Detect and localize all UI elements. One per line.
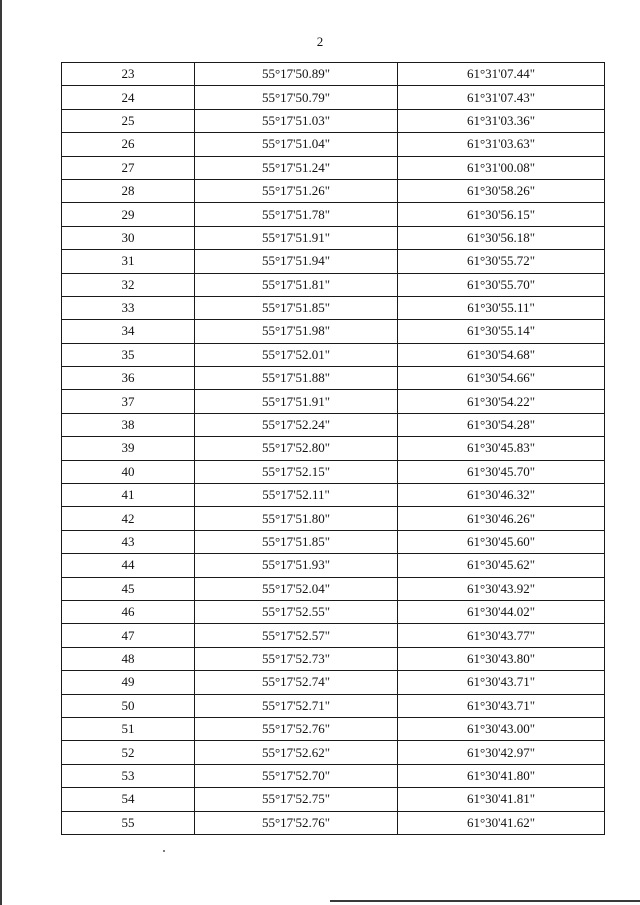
table-row bbox=[62, 554, 605, 577]
table-row bbox=[62, 437, 605, 460]
point-number-cell: 27 bbox=[62, 156, 195, 179]
latitude-cell: 55°17'52.11" bbox=[195, 484, 398, 507]
table-row bbox=[62, 390, 605, 413]
point-number-cell: 37 bbox=[62, 390, 195, 413]
point-number-cell: 32 bbox=[62, 273, 195, 296]
point-number-cell: 51 bbox=[62, 717, 195, 740]
point-number-cell: 47 bbox=[62, 624, 195, 647]
point-number-cell: 55 bbox=[62, 811, 195, 834]
latitude-cell: 55°17'52.15" bbox=[195, 460, 398, 483]
longitude-cell: 61°30'55.70" bbox=[398, 273, 605, 296]
table-row bbox=[62, 530, 605, 553]
longitude-cell: 61°31'07.44" bbox=[398, 63, 605, 86]
longitude-cell: 61°30'46.26" bbox=[398, 507, 605, 530]
longitude-cell: 61°30'45.62" bbox=[398, 554, 605, 577]
latitude-cell: 55°17'52.57" bbox=[195, 624, 398, 647]
latitude-cell: 55°17'52.55" bbox=[195, 600, 398, 623]
table-row bbox=[62, 63, 605, 86]
point-number-cell: 49 bbox=[62, 671, 195, 694]
point-number-cell: 33 bbox=[62, 296, 195, 319]
point-number-cell: 48 bbox=[62, 647, 195, 670]
longitude-cell: 61°30'41.81" bbox=[398, 788, 605, 811]
latitude-cell: 55°17'52.04" bbox=[195, 577, 398, 600]
latitude-cell: 55°17'52.74" bbox=[195, 671, 398, 694]
point-number-cell: 50 bbox=[62, 694, 195, 717]
longitude-cell: 61°30'54.28" bbox=[398, 413, 605, 436]
point-number-cell: 39 bbox=[62, 437, 195, 460]
latitude-cell: 55°17'52.76" bbox=[195, 717, 398, 740]
table-row bbox=[62, 484, 605, 507]
latitude-cell: 55°17'50.89" bbox=[195, 63, 398, 86]
point-number-cell: 52 bbox=[62, 741, 195, 764]
table-row bbox=[62, 320, 605, 343]
latitude-cell: 55°17'51.26" bbox=[195, 179, 398, 202]
latitude-cell: 55°17'52.80" bbox=[195, 437, 398, 460]
longitude-cell: 61°30'41.62" bbox=[398, 811, 605, 834]
latitude-cell: 55°17'51.91" bbox=[195, 226, 398, 249]
table-row bbox=[62, 109, 605, 132]
point-number-cell: 45 bbox=[62, 577, 195, 600]
point-number-cell: 40 bbox=[62, 460, 195, 483]
longitude-cell: 61°30'58.26" bbox=[398, 179, 605, 202]
table-row bbox=[62, 367, 605, 390]
table-row bbox=[62, 788, 605, 811]
longitude-cell: 61°30'43.77" bbox=[398, 624, 605, 647]
point-number-cell: 54 bbox=[62, 788, 195, 811]
point-number-cell: 31 bbox=[62, 250, 195, 273]
longitude-cell: 61°30'43.00" bbox=[398, 717, 605, 740]
longitude-cell: 61°31'03.36" bbox=[398, 109, 605, 132]
table-row bbox=[62, 811, 605, 834]
table-row bbox=[62, 460, 605, 483]
longitude-cell: 61°30'42.97" bbox=[398, 741, 605, 764]
point-number-cell: 23 bbox=[62, 63, 195, 86]
latitude-cell: 55°17'51.98" bbox=[195, 320, 398, 343]
longitude-cell: 61°30'45.83" bbox=[398, 437, 605, 460]
latitude-cell: 55°17'52.73" bbox=[195, 647, 398, 670]
point-number-cell: 46 bbox=[62, 600, 195, 623]
latitude-cell: 55°17'50.79" bbox=[195, 86, 398, 109]
latitude-cell: 55°17'52.75" bbox=[195, 788, 398, 811]
coordinates-table-body bbox=[62, 63, 605, 835]
latitude-cell: 55°17'51.04" bbox=[195, 133, 398, 156]
scan-speck bbox=[163, 850, 165, 852]
longitude-cell: 61°30'44.02" bbox=[398, 600, 605, 623]
table-row bbox=[62, 647, 605, 670]
table-row bbox=[62, 133, 605, 156]
latitude-cell: 55°17'51.94" bbox=[195, 250, 398, 273]
longitude-cell: 61°31'07.43" bbox=[398, 86, 605, 109]
latitude-cell: 55°17'52.70" bbox=[195, 764, 398, 787]
point-number-cell: 28 bbox=[62, 179, 195, 202]
longitude-cell: 61°30'55.14" bbox=[398, 320, 605, 343]
point-number-cell: 36 bbox=[62, 367, 195, 390]
point-number-cell: 30 bbox=[62, 226, 195, 249]
longitude-cell: 61°30'55.11" bbox=[398, 296, 605, 319]
longitude-cell: 61°30'56.18" bbox=[398, 226, 605, 249]
scan-left-edge bbox=[0, 0, 2, 905]
latitude-cell: 55°17'51.24" bbox=[195, 156, 398, 179]
latitude-cell: 55°17'52.76" bbox=[195, 811, 398, 834]
longitude-cell: 61°30'46.32" bbox=[398, 484, 605, 507]
latitude-cell: 55°17'51.85" bbox=[195, 530, 398, 553]
longitude-cell: 61°30'54.22" bbox=[398, 390, 605, 413]
table-row bbox=[62, 764, 605, 787]
table-row bbox=[62, 694, 605, 717]
latitude-cell: 55°17'51.80" bbox=[195, 507, 398, 530]
point-number-cell: 41 bbox=[62, 484, 195, 507]
point-number-cell: 53 bbox=[62, 764, 195, 787]
longitude-cell: 61°30'45.70" bbox=[398, 460, 605, 483]
point-number-cell: 42 bbox=[62, 507, 195, 530]
latitude-cell: 55°17'51.78" bbox=[195, 203, 398, 226]
point-number-cell: 35 bbox=[62, 343, 195, 366]
longitude-cell: 61°30'56.15" bbox=[398, 203, 605, 226]
table-row bbox=[62, 86, 605, 109]
latitude-cell: 55°17'52.24" bbox=[195, 413, 398, 436]
longitude-cell: 61°30'54.66" bbox=[398, 367, 605, 390]
table-row bbox=[62, 250, 605, 273]
table-row bbox=[62, 296, 605, 319]
table-row bbox=[62, 343, 605, 366]
table-row bbox=[62, 507, 605, 530]
table-row bbox=[62, 741, 605, 764]
table-row bbox=[62, 624, 605, 647]
longitude-cell: 61°30'41.80" bbox=[398, 764, 605, 787]
table-row bbox=[62, 577, 605, 600]
table-row bbox=[62, 179, 605, 202]
longitude-cell: 61°30'43.71" bbox=[398, 694, 605, 717]
latitude-cell: 55°17'51.85" bbox=[195, 296, 398, 319]
latitude-cell: 55°17'51.81" bbox=[195, 273, 398, 296]
point-number-cell: 24 bbox=[62, 86, 195, 109]
point-number-cell: 38 bbox=[62, 413, 195, 436]
longitude-cell: 61°31'00.08" bbox=[398, 156, 605, 179]
latitude-cell: 55°17'52.62" bbox=[195, 741, 398, 764]
point-number-cell: 25 bbox=[62, 109, 195, 132]
table-row bbox=[62, 671, 605, 694]
latitude-cell: 55°17'51.91" bbox=[195, 390, 398, 413]
page-number: 2 bbox=[316, 34, 324, 49]
latitude-cell: 55°17'52.01" bbox=[195, 343, 398, 366]
table-row bbox=[62, 203, 605, 226]
scan-bottom-edge bbox=[330, 900, 640, 902]
point-number-cell: 26 bbox=[62, 133, 195, 156]
latitude-cell: 55°17'51.93" bbox=[195, 554, 398, 577]
longitude-cell: 61°30'54.68" bbox=[398, 343, 605, 366]
table-row bbox=[62, 717, 605, 740]
table-row bbox=[62, 413, 605, 436]
latitude-cell: 55°17'51.03" bbox=[195, 109, 398, 132]
table-row bbox=[62, 156, 605, 179]
table-row bbox=[62, 600, 605, 623]
longitude-cell: 61°30'43.71" bbox=[398, 671, 605, 694]
longitude-cell: 61°30'43.92" bbox=[398, 577, 605, 600]
coordinates-table bbox=[61, 62, 605, 835]
latitude-cell: 55°17'52.71" bbox=[195, 694, 398, 717]
point-number-cell: 29 bbox=[62, 203, 195, 226]
table-row bbox=[62, 273, 605, 296]
longitude-cell: 61°30'43.80" bbox=[398, 647, 605, 670]
point-number-cell: 43 bbox=[62, 530, 195, 553]
table-row bbox=[62, 226, 605, 249]
point-number-cell: 44 bbox=[62, 554, 195, 577]
longitude-cell: 61°31'03.63" bbox=[398, 133, 605, 156]
longitude-cell: 61°30'55.72" bbox=[398, 250, 605, 273]
latitude-cell: 55°17'51.88" bbox=[195, 367, 398, 390]
longitude-cell: 61°30'45.60" bbox=[398, 530, 605, 553]
point-number-cell: 34 bbox=[62, 320, 195, 343]
